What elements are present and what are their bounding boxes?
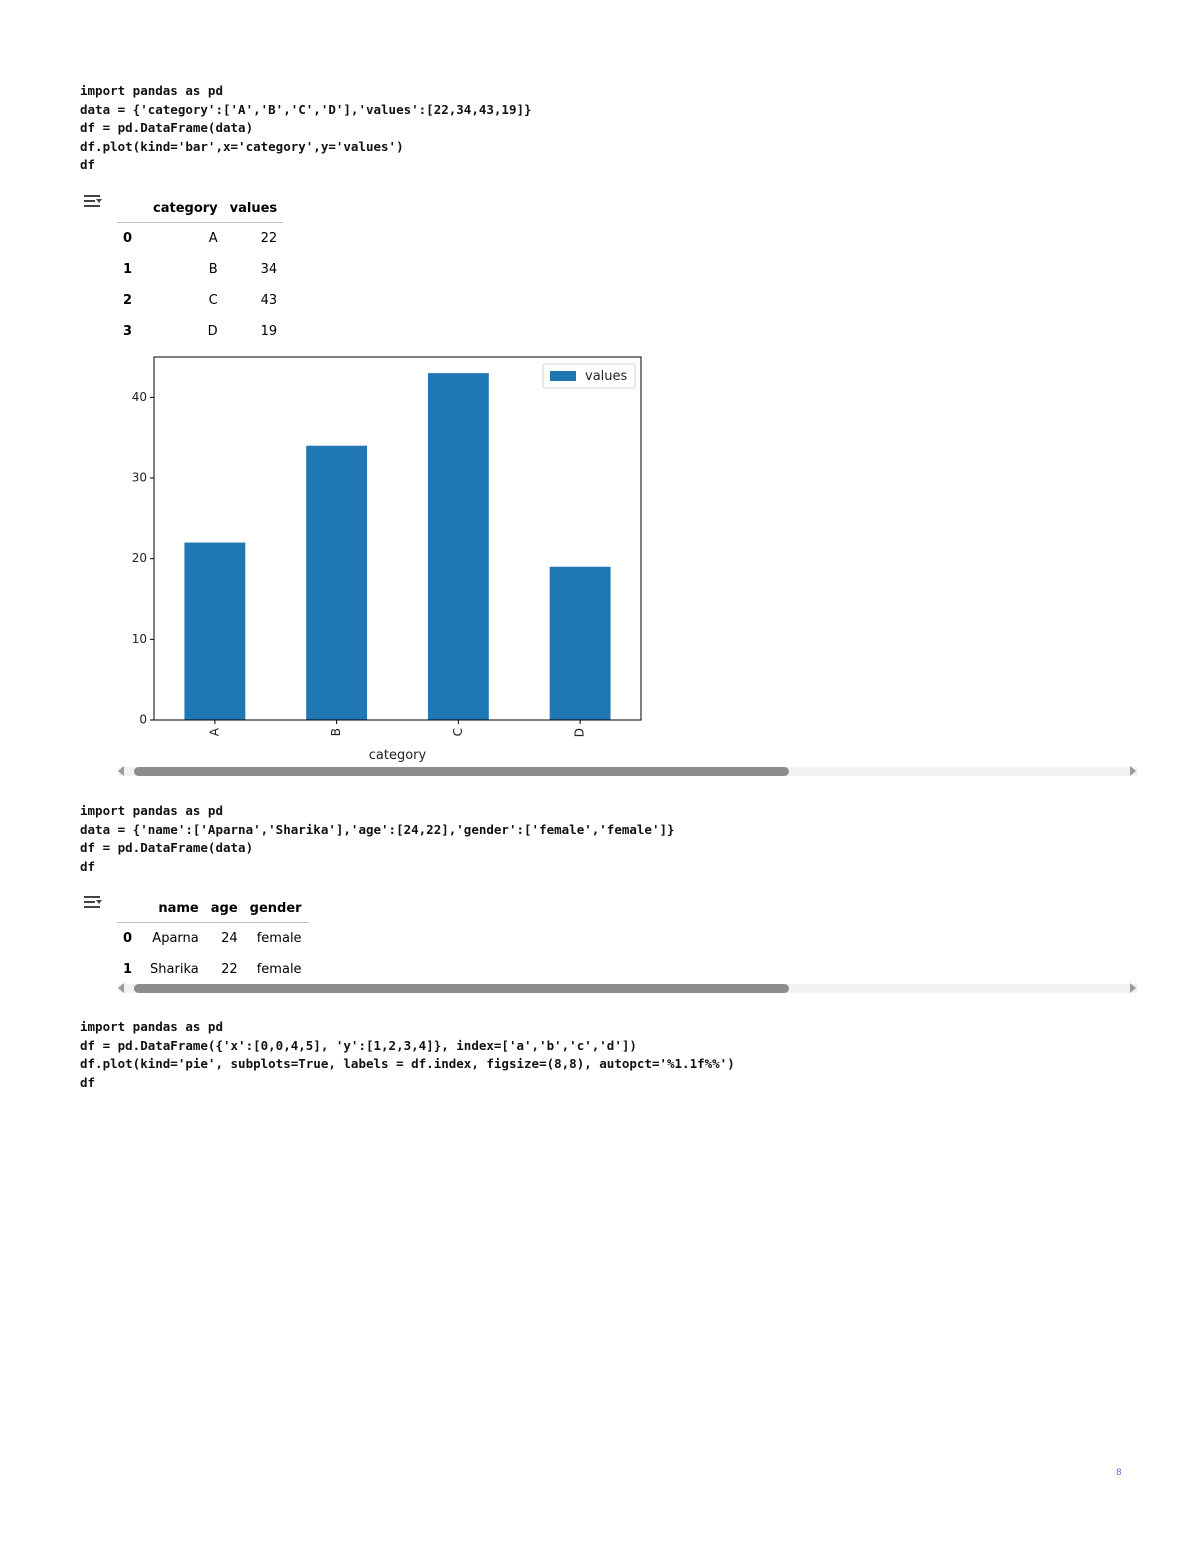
column-header: values <box>224 194 284 223</box>
column-header: name <box>144 894 205 923</box>
code-line: df.plot(kind='bar',x='category',y='values') <box>80 138 404 154</box>
scrollbar-thumb[interactable] <box>134 767 789 776</box>
code-cell-1[interactable] <box>80 82 532 175</box>
table-cell: A <box>208 231 218 246</box>
horizontal-scrollbar[interactable] <box>118 765 1138 777</box>
x-axis-label: category <box>368 748 427 763</box>
scroll-right-icon[interactable] <box>1130 766 1136 776</box>
y-tick-label: 10 <box>131 631 147 646</box>
table-row <box>117 223 283 255</box>
row-index: 3 <box>123 324 133 339</box>
table-cell: D <box>207 324 218 339</box>
bar-B <box>306 446 367 720</box>
legend-swatch <box>550 371 576 381</box>
x-tick-label: B <box>329 728 344 737</box>
table-cell: female <box>256 931 302 946</box>
table-cell: Aparna <box>152 931 199 946</box>
table-cell: female <box>256 962 302 977</box>
dataframe-table-2 <box>117 894 308 985</box>
column-header: age <box>205 894 244 923</box>
row-index: 0 <box>123 931 133 946</box>
row-index: 1 <box>123 962 133 977</box>
code-line: df = pd.DataFrame(data) <box>80 840 254 855</box>
column-header: category <box>147 194 224 223</box>
x-tick-label: A <box>207 728 222 737</box>
bar-C <box>428 373 489 720</box>
code-line: df.plot(kind='pie', subplots=True, labels = df.index, figsize=(8,8), autopct='%1.1f%%') <box>80 1056 735 1071</box>
table-cell: Sharika <box>150 962 199 977</box>
dataframe-table-1 <box>117 194 283 347</box>
table-row <box>117 923 308 955</box>
output-toggle-icon[interactable] <box>82 193 104 211</box>
page-number: 8 <box>1116 1468 1122 1478</box>
code-line: import pandas as pd <box>80 83 223 98</box>
code-line: data = {'name':['Aparna','Sharika'],'age':[24,22],'gender':['female','female']} <box>80 821 675 837</box>
table-row <box>117 285 283 316</box>
x-tick-label: D <box>572 728 587 738</box>
code-line: data = {'category':['A','B','C','D'],'values':[22,34,43,19]} <box>80 101 532 117</box>
y-tick-label: 20 <box>131 551 147 566</box>
output-toggle-icon[interactable] <box>82 894 104 912</box>
scroll-right-icon[interactable] <box>1130 983 1136 993</box>
scroll-left-icon[interactable] <box>118 983 124 993</box>
row-index: 2 <box>123 293 133 308</box>
table-row <box>117 954 308 985</box>
table-cell: 34 <box>260 262 278 277</box>
table-cell: 19 <box>260 324 278 339</box>
scrollbar-thumb[interactable] <box>134 984 789 993</box>
scroll-left-icon[interactable] <box>118 766 124 776</box>
code-line: df = pd.DataFrame(data) <box>80 120 254 135</box>
index-header <box>117 894 144 923</box>
code-cell-2[interactable] <box>80 802 675 876</box>
bar-D <box>550 567 611 720</box>
bar-chart <box>100 350 660 765</box>
bar-A <box>184 543 245 720</box>
code-cell-3[interactable] <box>80 1018 735 1092</box>
code-line: import pandas as pd <box>80 1019 223 1034</box>
row-index: 1 <box>123 262 133 277</box>
x-tick-label: C <box>450 728 465 737</box>
table-cell: 43 <box>260 293 278 308</box>
table-cell: 22 <box>221 962 238 977</box>
table-row <box>117 316 283 347</box>
table-cell: B <box>208 262 218 277</box>
y-tick-label: 40 <box>131 389 147 404</box>
table-cell: 24 <box>221 931 238 946</box>
code-line: df = pd.DataFrame({'x':[0,0,4,5], 'y':[1,2,3,4]}, index=['a','b','c','d']) <box>80 1037 637 1053</box>
table-row <box>117 254 283 285</box>
index-header <box>117 194 147 223</box>
table-cell: 22 <box>260 231 278 246</box>
code-line: import pandas as pd <box>80 803 223 818</box>
code-line: df <box>80 858 96 874</box>
row-index: 0 <box>123 231 133 246</box>
y-tick-label: 0 <box>139 712 147 727</box>
code-line: df <box>80 157 96 172</box>
code-line: df <box>80 1074 96 1090</box>
y-tick-label: 30 <box>131 470 147 485</box>
legend-label: values <box>585 369 628 384</box>
horizontal-scrollbar[interactable] <box>118 982 1138 994</box>
table-cell: C <box>208 293 218 308</box>
column-header: gender <box>244 894 308 923</box>
